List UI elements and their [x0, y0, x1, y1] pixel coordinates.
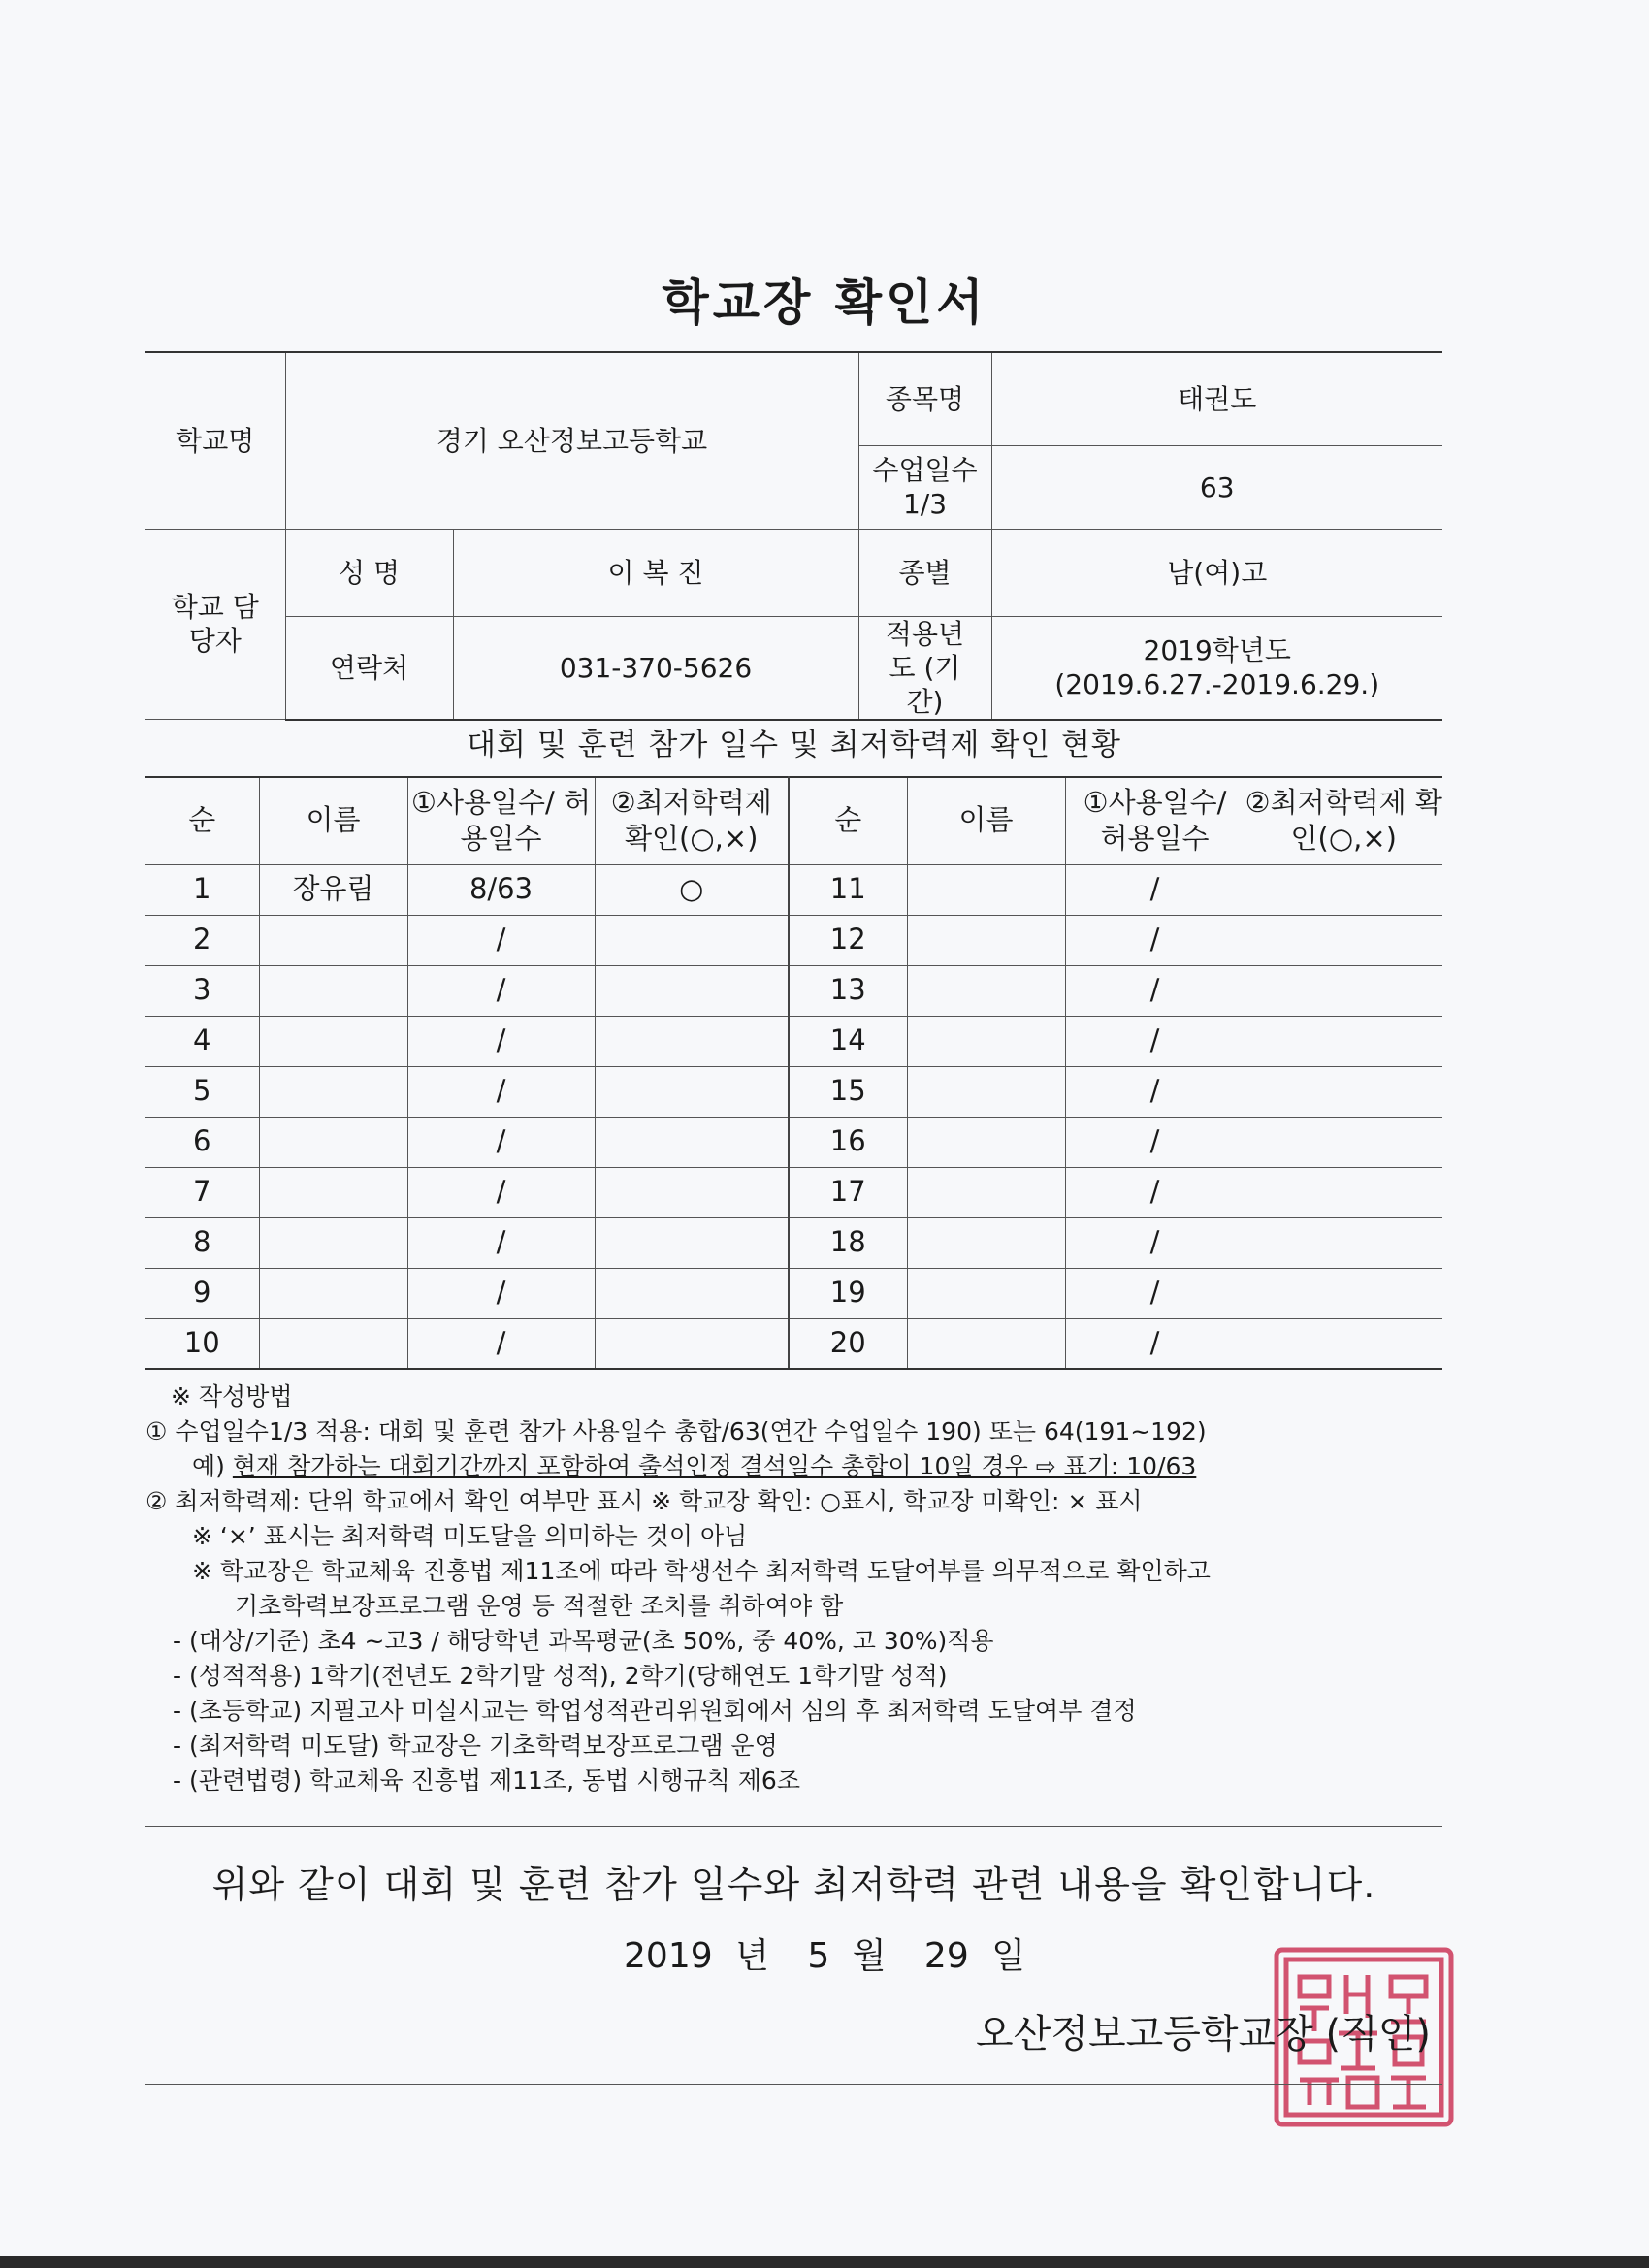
attendance-row: [146, 1066, 1442, 1117]
attendance-row: [146, 915, 1442, 965]
cell-check: [1245, 1268, 1442, 1318]
cell-days: /: [1065, 864, 1245, 915]
date-month-unit: 월: [852, 1936, 887, 1976]
date-day-unit: 일: [991, 1936, 1025, 1976]
cell-no: 9: [146, 1268, 259, 1318]
contact-label: 연락처: [285, 616, 453, 720]
cell-name: [259, 1318, 407, 1369]
cell-no: 15: [789, 1066, 907, 1117]
cell-name: [907, 1066, 1065, 1117]
cell-check: [1245, 965, 1442, 1016]
confirmation-statement: 위와 같이 대회 및 훈련 참가 일수와 최저학력 관련 내용을 확인합니다.: [211, 1863, 1376, 1906]
col-days: ①사용일수/ 허용일수: [1065, 777, 1245, 864]
cell-check: [595, 1117, 789, 1167]
cell-no: 14: [789, 1016, 907, 1066]
cell-days: /: [1065, 1268, 1245, 1318]
attendance-row: [146, 1217, 1442, 1268]
note-detail-target: - (대상/기준) 초4 ~고3 / 해당학년 과목평균(초 50%, 중 40%, 고 30%)적용: [173, 1627, 994, 1655]
cell-name: [259, 1117, 407, 1167]
cell-no: 1: [146, 864, 259, 915]
cell-no: 11: [789, 864, 907, 915]
cell-name: [907, 1268, 1065, 1318]
cell-no: 10: [146, 1318, 259, 1369]
school-value: 경기 오산정보고등학교: [285, 352, 858, 529]
cell-check: [595, 965, 789, 1016]
attendance-caption: 대회 및 훈련 참가 일수 및 최저학력제 확인 현황: [467, 728, 1121, 762]
cell-days: 8/63: [407, 864, 595, 915]
cell-no: 8: [146, 1217, 259, 1268]
cell-days: /: [407, 1217, 595, 1268]
note-min-academic: ② 최저학력제: 단위 학교에서 확인 여부만 표시 ※ 학교장 확인: ○표시, 학교장 미확인: × 표시: [146, 1487, 1143, 1515]
cell-name: [907, 1016, 1065, 1066]
attendance-table: [146, 776, 1442, 1370]
col-name: 이름: [907, 777, 1065, 864]
cell-days: /: [1065, 965, 1245, 1016]
gender-label: 종별: [858, 529, 991, 616]
cell-days: /: [407, 965, 595, 1016]
col-name: 이름: [259, 777, 407, 864]
attendance-row: [146, 1016, 1442, 1066]
class-days-label: 수업일수 1/3: [858, 445, 991, 529]
cell-name: [259, 1167, 407, 1217]
cell-check: [1245, 1016, 1442, 1066]
cell-days: /: [407, 1066, 595, 1117]
cell-days: /: [1065, 915, 1245, 965]
col-days: ①사용일수/ 허용일수: [407, 777, 595, 864]
contact-value: 031-370-5626: [453, 616, 858, 720]
cell-check: [1245, 1066, 1442, 1117]
notes-heading: ※ 작성방법: [171, 1382, 293, 1410]
cell-check: [595, 1016, 789, 1066]
note-min-academic-sub2a: ※ 학교장은 학교체육 진흥법 제11조에 따라 학생선수 최저학력 도달여부를 의무적으로 확인하고: [192, 1557, 1211, 1585]
date-day: 29: [923, 1936, 969, 1976]
cell-days: /: [1065, 1167, 1245, 1217]
cell-check: [595, 1217, 789, 1268]
scan-edge: [0, 2256, 1649, 2268]
date-month: 5: [807, 1936, 830, 1976]
school-label: 학교명: [146, 352, 285, 529]
cell-check: [595, 1318, 789, 1369]
note-min-academic-sub2b: 기초학력보장프로그램 운영 등 적절한 조치를 취하여야 함: [235, 1592, 844, 1620]
cell-no: 19: [789, 1268, 907, 1318]
cell-days: /: [407, 1268, 595, 1318]
note-class-days: ① 수업일수1/3 적용: 대회 및 훈련 참가 사용일수 총합/63(연간 수업일수 190) 또는 64(191~192): [146, 1417, 1207, 1445]
cell-name: [259, 915, 407, 965]
attendance-row: [146, 1318, 1442, 1369]
cell-days: /: [1065, 1318, 1245, 1369]
attendance-header-row: [146, 777, 1442, 864]
sport-label: 종목명: [858, 352, 991, 445]
cell-days: /: [407, 1318, 595, 1369]
cell-check: [595, 1268, 789, 1318]
note-example-prefix: 예): [192, 1452, 233, 1480]
attendance-row: [146, 965, 1442, 1016]
cell-days: /: [407, 1016, 595, 1066]
col-check: ②최저학력제 확인(○,×): [595, 777, 789, 864]
cell-days: /: [1065, 1016, 1245, 1066]
attendance-row: [146, 1167, 1442, 1217]
note-example-underlined: 현재 참가하는 대회기간까지 포함하여 출석인정 결석일수 총합이 10일 경우 ⇨ 표기: 10/63: [232, 1452, 1197, 1480]
note-detail-laws: - (관련법령) 학교체육 진흥법 제11조, 동법 시행규칙 제6조: [173, 1766, 800, 1795]
col-check: ②최저학력제 확인(○,×): [1245, 777, 1442, 864]
cell-name: [259, 1016, 407, 1066]
name-label: 성 명: [285, 529, 453, 616]
cell-check: [1245, 1217, 1442, 1268]
cell-check: [1245, 1167, 1442, 1217]
attendance-row: [146, 1268, 1442, 1318]
cell-no: 16: [789, 1117, 907, 1167]
note-detail-elementary: - (초등학교) 지필고사 미실시교는 학업성적관리위원회에서 심의 후 최저학력 도달여부 결정: [173, 1697, 1137, 1725]
applied-year-value: 2019학년도 (2019.6.27.-2019.6.29.): [991, 616, 1442, 720]
cell-no: 12: [789, 915, 907, 965]
cell-name: [259, 1268, 407, 1318]
cell-name: [907, 1217, 1065, 1268]
note-detail-not-reached: - (최저학력 미도달) 학교장은 기초학력보장프로그램 운영: [173, 1732, 778, 1760]
cell-check: [1245, 1318, 1442, 1369]
cell-name: [259, 965, 407, 1016]
staff-label: 학교 담당자: [146, 529, 285, 720]
cell-name: [907, 915, 1065, 965]
cell-no: 7: [146, 1167, 259, 1217]
cell-name: [907, 864, 1065, 915]
cell-name: [907, 1117, 1065, 1167]
cell-name: [907, 965, 1065, 1016]
cell-days: /: [1065, 1217, 1245, 1268]
cell-no: 3: [146, 965, 259, 1016]
cell-days: /: [1065, 1117, 1245, 1167]
cell-days: /: [407, 915, 595, 965]
note-class-days-example: [146, 1449, 1494, 1484]
cell-check: [595, 1066, 789, 1117]
school-info-table: [146, 351, 1442, 721]
cell-name: [259, 1217, 407, 1268]
date-year-unit: 년: [735, 1936, 769, 1976]
cell-check: [595, 1167, 789, 1217]
signer-name: 오산정보고등학교장 (직인): [976, 2012, 1431, 2057]
cell-days: /: [407, 1167, 595, 1217]
cell-days: /: [1065, 1066, 1245, 1117]
cell-no: 6: [146, 1117, 259, 1167]
cell-check: ○: [595, 864, 789, 915]
cell-no: 13: [789, 965, 907, 1016]
writing-instructions: [146, 1379, 1494, 1798]
name-value: 이 복 진: [453, 529, 858, 616]
sport-value: 태권도: [991, 352, 1442, 445]
col-no: 순: [146, 777, 259, 864]
cell-no: 17: [789, 1167, 907, 1217]
class-days-value: 63: [991, 445, 1442, 529]
cell-name: [907, 1318, 1065, 1369]
cell-no: 2: [146, 915, 259, 965]
cell-check: [595, 915, 789, 965]
cell-no: 18: [789, 1217, 907, 1268]
cell-name: 장유림: [259, 864, 407, 915]
cell-check: [1245, 915, 1442, 965]
date-year: 2019: [624, 1936, 713, 1976]
cell-no: 20: [789, 1318, 907, 1369]
cell-check: [1245, 864, 1442, 915]
bottom-divider: [146, 2084, 1442, 2085]
gender-value: 남(여)고: [991, 529, 1442, 616]
cell-no: 4: [146, 1016, 259, 1066]
note-detail-grades: - (성적적용) 1학기(전년도 2학기말 성적), 2학기(당해연도 1학기말 성적): [173, 1662, 948, 1690]
cell-check: [1245, 1117, 1442, 1167]
cell-days: /: [407, 1117, 595, 1167]
col-no: 순: [789, 777, 907, 864]
cell-name: [907, 1167, 1065, 1217]
attendance-row: [146, 864, 1442, 915]
note-min-academic-sub1: ※ ‘×’ 표시는 최저학력 미도달을 의미하는 것이 아님: [192, 1522, 748, 1550]
applied-year-label: 적용년도 (기간): [858, 616, 991, 720]
document-title: 학교장 확인서: [662, 275, 987, 331]
cell-name: [259, 1066, 407, 1117]
divider: [146, 1826, 1442, 1827]
cell-no: 5: [146, 1066, 259, 1117]
attendance-row: [146, 1117, 1442, 1167]
